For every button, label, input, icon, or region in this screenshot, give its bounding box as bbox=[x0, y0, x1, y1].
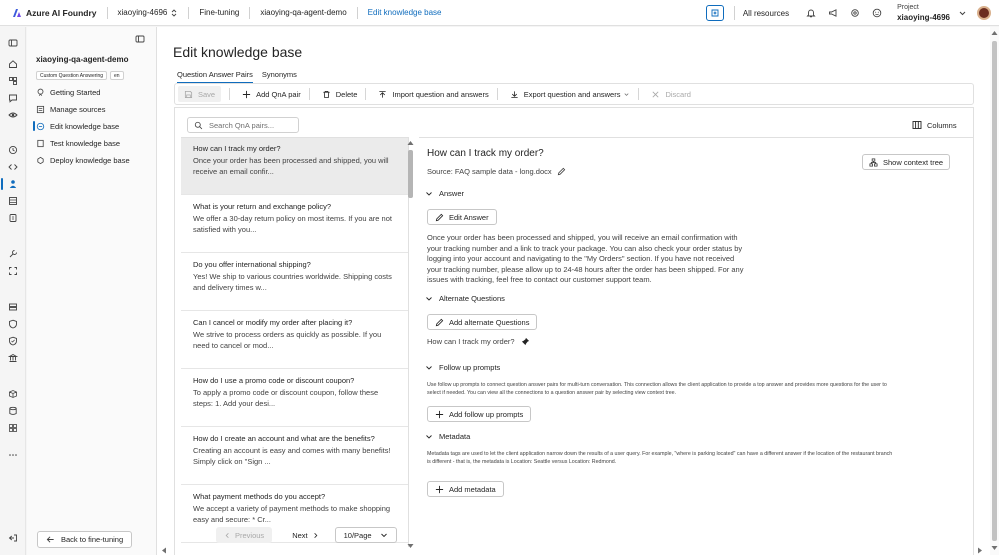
back-button-label: Back to fine-tuning bbox=[61, 535, 124, 544]
wrench-icon bbox=[8, 249, 18, 259]
tab-question-answer-pairs[interactable]: Question Answer Pairs bbox=[177, 70, 253, 84]
add-qna-pair-button[interactable] bbox=[242, 90, 301, 99]
copilot-button[interactable] bbox=[706, 5, 724, 21]
add-follow-up-prompts-button[interactable] bbox=[427, 406, 531, 422]
follow-up-prompts-header[interactable] bbox=[425, 363, 500, 372]
foundry-logo-icon bbox=[12, 8, 22, 18]
answer-heading: Answer bbox=[439, 189, 465, 198]
prompt-flow-nav[interactable] bbox=[6, 211, 20, 225]
chevron-down-icon bbox=[425, 433, 433, 441]
management-nav[interactable] bbox=[6, 387, 20, 401]
sidebar bbox=[27, 27, 157, 555]
detail-question: How can I track my order? bbox=[427, 148, 544, 159]
storage-nav[interactable] bbox=[6, 404, 20, 418]
sidebar-item-label: Deploy knowledge base bbox=[50, 155, 130, 165]
metadata-heading: Metadata bbox=[439, 432, 471, 441]
pencil-icon[interactable] bbox=[557, 167, 566, 176]
more-icon bbox=[8, 450, 18, 460]
list-item[interactable] bbox=[181, 138, 409, 195]
scroll-down-icon bbox=[991, 545, 998, 551]
more-nav[interactable] bbox=[6, 448, 20, 462]
qna-question: Do you offer international shipping? bbox=[193, 260, 311, 269]
stack-icon bbox=[8, 302, 18, 312]
upload-icon bbox=[378, 90, 387, 99]
chevron-left-icon bbox=[224, 532, 231, 539]
alternate-questions-header[interactable] bbox=[425, 294, 505, 303]
trash-icon bbox=[322, 90, 331, 99]
delete-label: Delete bbox=[335, 89, 358, 99]
breadcrumb-project[interactable] bbox=[118, 8, 179, 17]
top-bar bbox=[0, 0, 999, 26]
breadcrumb-agent[interactable] bbox=[260, 8, 346, 17]
breadcrumb-divider bbox=[188, 7, 189, 19]
add-metadata-button[interactable] bbox=[427, 481, 504, 497]
sidebar-item-deploy-knowledge-base[interactable] bbox=[36, 153, 154, 167]
chevron-down-icon bbox=[623, 91, 630, 98]
toolbar-divider bbox=[365, 88, 366, 100]
code-icon bbox=[8, 162, 18, 172]
edit-answer-label: Edit Answer bbox=[449, 212, 489, 222]
search-placeholder: Search QnA pairs... bbox=[209, 120, 275, 130]
project-name: xiaoying-4696 bbox=[897, 13, 950, 22]
panel-icon bbox=[8, 38, 18, 48]
followup-description: Use follow up prompts to connect question answer pairs for multi-turn conversation. This connection allows the client application to provide a top answer and provides more questions for the user to select if needed. You can view all the connections to a question answer pair by selecting view context tree. bbox=[427, 382, 887, 396]
agents-nav[interactable] bbox=[6, 108, 20, 122]
sign-out-icon bbox=[8, 533, 18, 543]
tree-icon bbox=[869, 158, 878, 167]
playground-nav[interactable] bbox=[6, 91, 20, 105]
add-alternate-questions-button[interactable] bbox=[427, 314, 537, 330]
megaphone-icon bbox=[828, 8, 838, 18]
import-button[interactable] bbox=[378, 90, 488, 99]
sidebar-item-label: Test knowledge base bbox=[50, 138, 121, 148]
import-label: Import question and answers bbox=[392, 89, 489, 99]
eye-icon bbox=[8, 110, 18, 120]
tools-nav[interactable] bbox=[6, 247, 20, 261]
list-item[interactable] bbox=[181, 312, 409, 369]
code-nav[interactable] bbox=[6, 160, 20, 174]
smiley-icon bbox=[872, 8, 882, 18]
smiley-feedback-button[interactable] bbox=[869, 5, 885, 21]
tab-synonyms[interactable]: Synonyms bbox=[261, 70, 297, 79]
scrollbar-thumb[interactable] bbox=[408, 150, 413, 198]
notifications-button[interactable] bbox=[803, 5, 819, 21]
columns-button[interactable] bbox=[912, 120, 957, 130]
answer-section-header[interactable] bbox=[425, 189, 464, 198]
shield-icon bbox=[8, 319, 18, 329]
history-icon bbox=[8, 145, 18, 155]
toolbar-divider bbox=[229, 88, 230, 100]
add-metadata-label: Add metadata bbox=[449, 484, 496, 494]
top-bar-right bbox=[706, 0, 999, 26]
scroll-right-icon[interactable] bbox=[977, 547, 983, 554]
rocket-icon bbox=[36, 88, 45, 97]
breadcrumb-fine-tuning[interactable] bbox=[199, 8, 239, 17]
breadcrumb-agent-label: xiaoying-qa-agent-demo bbox=[260, 8, 347, 17]
collapse-sidebar-icon[interactable] bbox=[135, 34, 145, 44]
qna-answer-preview: We strive to process orders as quickly as possible. If you need to cancel or mod... bbox=[193, 330, 382, 350]
sidebar-item-manage-sources[interactable] bbox=[36, 102, 154, 116]
next-label: Next bbox=[292, 530, 308, 540]
page-size-value: 10/Page bbox=[343, 530, 372, 540]
list-item[interactable] bbox=[181, 370, 409, 427]
page-title: Edit knowledge base bbox=[173, 44, 303, 60]
sidebar-item-label: Manage sources bbox=[50, 104, 106, 114]
home-nav[interactable] bbox=[6, 57, 20, 71]
cubes-icon bbox=[8, 76, 18, 86]
delete-button[interactable] bbox=[322, 90, 358, 99]
brand[interactable] bbox=[12, 8, 97, 18]
qna-answer-preview: To apply a promo code or discount coupon, follow these steps: 1. Add your desi... bbox=[193, 388, 379, 408]
metadata-header[interactable] bbox=[425, 432, 470, 441]
answer-text: Once your order has been processed and shipped, you will receive an email confirmation with your tracking number and a link to track your package. You can also check your order status by logging into your account and navigating to the "My Orders" section. If you have not received your tracking number, please allow up to 24-48 hours after the order has been shipped. For any issues with tracking, feel free to contact our customer support team. bbox=[427, 233, 744, 284]
shield-check-icon bbox=[8, 336, 18, 346]
sidebar-title: xiaoying-qa-agent-demo bbox=[36, 55, 129, 64]
data-nav[interactable] bbox=[6, 194, 20, 208]
previous-page-button[interactable] bbox=[216, 527, 272, 543]
chevron-down-icon bbox=[380, 531, 388, 539]
qna-question: What payment methods do you accept? bbox=[193, 492, 326, 501]
project-switcher[interactable] bbox=[897, 3, 950, 23]
flow-icon bbox=[8, 213, 18, 223]
alt-question-text: How can I track my order? bbox=[427, 337, 515, 346]
database-icon bbox=[8, 406, 18, 416]
main-content bbox=[157, 27, 990, 555]
sidebar-item-edit-knowledge-base[interactable] bbox=[36, 119, 154, 133]
show-context-tree-button[interactable] bbox=[862, 154, 950, 170]
save-button[interactable] bbox=[178, 86, 221, 102]
breadcrumb-current-label: Edit knowledge base bbox=[367, 8, 442, 17]
collapse-nav[interactable] bbox=[6, 531, 20, 545]
page-size-dropdown[interactable] bbox=[335, 527, 397, 543]
save-icon bbox=[184, 90, 193, 99]
tracing-nav[interactable] bbox=[6, 143, 20, 157]
box-icon bbox=[8, 389, 18, 399]
next-page-button[interactable] bbox=[284, 527, 326, 543]
breadcrumb-divider bbox=[357, 7, 358, 19]
qna-question: How can I track my order? bbox=[193, 144, 281, 153]
table-icon bbox=[8, 196, 18, 206]
tab-bar bbox=[177, 70, 306, 84]
scroll-up-icon bbox=[991, 30, 998, 36]
qna-detail-pane bbox=[419, 137, 974, 555]
plus-icon bbox=[435, 485, 444, 494]
toolbar-divider bbox=[309, 88, 310, 100]
columns-icon bbox=[912, 120, 922, 130]
save-label: Save bbox=[198, 89, 216, 99]
list-item[interactable] bbox=[181, 254, 409, 311]
add-followup-label: Add follow up prompts bbox=[449, 409, 524, 419]
test-icon bbox=[36, 139, 45, 148]
qna-question: How do I create an account and what are the benefits? bbox=[193, 434, 375, 443]
columns-label: Columns bbox=[927, 120, 957, 130]
qna-question: How do I use a promo code or discount coupon? bbox=[193, 376, 355, 385]
pin-icon[interactable] bbox=[521, 337, 530, 346]
scroll-down-icon bbox=[407, 543, 414, 549]
back-to-fine-tuning-button[interactable] bbox=[37, 531, 132, 548]
detail-source bbox=[427, 167, 566, 176]
toolbar-divider bbox=[638, 88, 639, 100]
governance-nav[interactable] bbox=[6, 351, 20, 365]
chevron-up-down-icon bbox=[170, 9, 178, 17]
feedback-button[interactable] bbox=[825, 5, 841, 21]
followup-heading: Follow up prompts bbox=[439, 363, 501, 372]
breadcrumb-project-label: xiaoying-4696 bbox=[117, 8, 168, 17]
language-badge: en bbox=[110, 71, 124, 80]
breadcrumb-fine-tuning-label: Fine-tuning bbox=[199, 8, 240, 17]
gear-icon bbox=[850, 8, 860, 18]
discard-label: Discard bbox=[665, 89, 691, 99]
sidebar-item-getting-started[interactable] bbox=[36, 85, 154, 99]
model-catalog-nav[interactable] bbox=[6, 74, 20, 88]
fine-tuning-nav[interactable] bbox=[6, 177, 20, 191]
pencil-icon bbox=[435, 213, 444, 222]
evaluation-nav[interactable] bbox=[6, 264, 20, 278]
chevron-down-icon bbox=[425, 190, 433, 198]
breadcrumb-divider bbox=[249, 7, 250, 19]
qna-answer-preview: Once your order has been processed and shipped, you will receive an email confir... bbox=[193, 156, 389, 176]
previous-label: Previous bbox=[235, 530, 265, 540]
qna-list bbox=[181, 137, 409, 547]
nav-rail bbox=[0, 27, 26, 555]
context-tree-label: Show context tree bbox=[883, 157, 944, 167]
source-text: Source: FAQ sample data - long.docx bbox=[427, 167, 552, 176]
toolbar bbox=[174, 83, 974, 105]
chevron-down-icon bbox=[425, 295, 433, 303]
toolbar-divider bbox=[497, 88, 498, 100]
avatar[interactable] bbox=[977, 6, 991, 20]
scroll-up-icon bbox=[407, 140, 414, 146]
brand-name: Azure AI Foundry bbox=[26, 7, 97, 18]
export-button[interactable] bbox=[510, 90, 631, 99]
alt-heading: Alternate Questions bbox=[439, 294, 505, 303]
breadcrumb-divider bbox=[107, 7, 108, 19]
sidebar-item-label: Getting Started bbox=[50, 87, 101, 97]
scan-icon bbox=[8, 266, 18, 276]
sidebar-item-test-knowledge-base[interactable] bbox=[36, 136, 154, 150]
qna-question: Can I cancel or modify my order after placing it? bbox=[193, 318, 353, 327]
pagination bbox=[216, 527, 397, 543]
alternate-question-item bbox=[427, 337, 530, 346]
plus-icon bbox=[435, 410, 444, 419]
deploy-icon bbox=[36, 156, 45, 165]
connections-nav[interactable] bbox=[6, 421, 20, 435]
bell-icon bbox=[806, 8, 816, 18]
scroll-left-icon[interactable] bbox=[161, 547, 167, 554]
qna-answer-preview: Yes! We ship to various countries worldwide. Shipping costs and delivery times w... bbox=[193, 272, 392, 292]
edit-kb-icon bbox=[36, 122, 45, 131]
project-label: Project bbox=[897, 4, 919, 11]
arrow-left-icon bbox=[46, 535, 55, 544]
export-label: Export question and answers bbox=[523, 89, 621, 99]
pencil-icon bbox=[435, 318, 444, 327]
page-scrollbar[interactable] bbox=[990, 27, 999, 555]
chevron-down-icon[interactable] bbox=[958, 9, 967, 18]
add-alt-label: Add alternate Questions bbox=[449, 317, 530, 327]
plus-icon bbox=[242, 90, 251, 99]
all-resources-link[interactable]: All resources bbox=[742, 8, 790, 18]
list-item[interactable] bbox=[181, 428, 409, 485]
scrollbar-thumb[interactable] bbox=[992, 41, 997, 541]
list-item[interactable] bbox=[181, 196, 409, 253]
list-scrollbar[interactable] bbox=[407, 140, 414, 550]
download-icon bbox=[510, 90, 519, 99]
expand-menu-button[interactable] bbox=[6, 36, 20, 50]
home-icon bbox=[8, 59, 18, 69]
divider bbox=[734, 6, 735, 20]
discard-button[interactable] bbox=[651, 90, 690, 99]
add-qna-label: Add QnA pair bbox=[256, 89, 301, 99]
metadata-description: Metadata tags are used to let the client application narrow down the results of a user query. For example, "where is parking located" can have a different answer if the location of the restaurant branch is different - that is, the metadata is Location: Seattle versus Location: Redmond. bbox=[427, 451, 893, 465]
sidebar-item-label: Edit knowledge base bbox=[50, 121, 120, 131]
qna-answer-preview: We accept a variety of payment methods to make shopping easy and secure: * Cr... bbox=[193, 504, 391, 524]
sources-icon bbox=[36, 105, 45, 114]
person-icon bbox=[8, 179, 18, 189]
search-icon bbox=[194, 121, 203, 130]
grid-icon bbox=[8, 423, 18, 433]
bank-icon bbox=[8, 353, 18, 363]
chat-icon bbox=[8, 93, 18, 103]
settings-button[interactable] bbox=[847, 5, 863, 21]
risk-nav[interactable] bbox=[6, 334, 20, 348]
qna-question: What is your return and exchange policy? bbox=[193, 202, 331, 211]
breadcrumb-current bbox=[368, 8, 442, 17]
safety-nav[interactable] bbox=[6, 300, 20, 314]
chevron-down-icon bbox=[425, 364, 433, 372]
close-icon bbox=[651, 90, 660, 99]
type-badge: Custom Question Answering bbox=[36, 71, 107, 80]
sparkle-icon bbox=[710, 8, 720, 18]
edit-answer-button[interactable] bbox=[427, 209, 497, 225]
chevron-right-icon bbox=[312, 532, 319, 539]
guardrails-nav[interactable] bbox=[6, 317, 20, 331]
qna-answer-preview: Creating an account is easy and comes with many benefits! Simply click on "Sign ... bbox=[193, 446, 391, 466]
search-input[interactable] bbox=[187, 117, 299, 133]
qna-answer-preview: We offer a 30-day return policy on most items. If you are not satisfied with you... bbox=[193, 214, 392, 234]
